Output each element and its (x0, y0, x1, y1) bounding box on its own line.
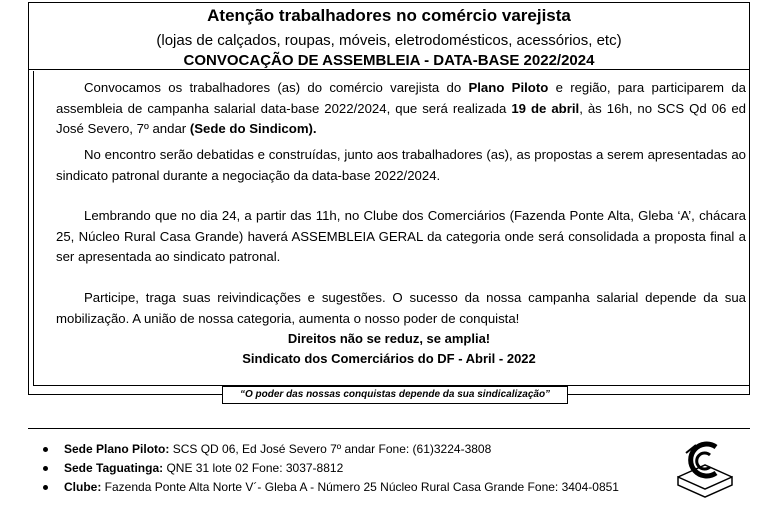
page-subtitle: (lojas de calçados, roupas, móveis, eletrodomésticos, acessórios, etc) (156, 32, 622, 49)
paragraph-text: , às 16h, no SCS Qd 06 ed José Severo, 7º andar (56, 100, 746, 136)
paragraph-meeting: No encontro serão debatidas e construídas, junto aos trabalhadores (as), as propostas a serem apresentadas ao sindicato patronal durante a negociação da data-base 2022/2024. (56, 147, 746, 183)
paragraph-convocation (56, 78, 746, 140)
contact-text: Fazenda Ponte Alta Norte V´- Gleba A - Número 25 Núcleo Rural Casa Grande Fone: 3404-0851 (101, 480, 619, 494)
slogan: Direitos não se reduz, se amplia! (287, 331, 491, 346)
contact-label: Sede Plano Piloto: (64, 442, 170, 456)
paragraph-text: Convocamos os trabalhadores (as) do comércio varejista do (84, 80, 469, 95)
contact-item (40, 478, 680, 497)
contact-list (40, 440, 680, 497)
signature: Sindicato dos Comerciários do DF - Abril - 2022 (242, 351, 536, 366)
paragraph-bold: 19 de abril (511, 100, 580, 116)
contact-label: Clube: (64, 480, 102, 494)
page-title: Atenção trabalhadores no comércio varejista (207, 6, 571, 25)
convocation-heading: CONVOCAÇÃO DE ASSEMBLEIA - DATA-BASE 2022/2024 (183, 52, 595, 69)
sindicom-logo-icon (672, 433, 738, 499)
paragraph-text: e região, para participarem da assembleia de campanha salarial data-base 2022/2024, que será realizada (56, 80, 746, 116)
contact-text: SCS QD 06, Ed José Severo 7º andar Fone: (61)3224-3808 (169, 442, 492, 456)
paragraph-participate: Participe, traga suas reivindicações e sugestões. O sucesso da nossa campanha salarial depende da sua mobilização. A união de nossa categoria, aumenta o nosso poder de conquista! (56, 290, 746, 326)
contact-text: QNE 31 lote 02 Fone: 3037-8812 (163, 461, 344, 475)
footer-divider (28, 428, 750, 429)
contact-label: Sede Taguatinga: (64, 461, 164, 475)
paragraph-general-assembly: Lembrando que no dia 24, a partir das 11h, no Clube dos Comerciários (Fazenda Ponte Alta, Gleba ‘A’, chácara 25, Núcleo Rural Casa Grande) haverá ASSEMBLEIA GERAL da categoria onde será consolidada a proposta final a ser apresentada ao sindicato patronal. (56, 208, 746, 264)
quote-box: “O poder das nossas conquistas depende da sua sindicalização” (222, 386, 568, 404)
contact-item (40, 440, 680, 459)
paragraph-bold: Plano Piloto (468, 80, 549, 95)
heading-divider (28, 69, 750, 70)
contact-item (40, 459, 680, 478)
paragraph-bold: (Sede do Sindicom). (189, 121, 317, 136)
